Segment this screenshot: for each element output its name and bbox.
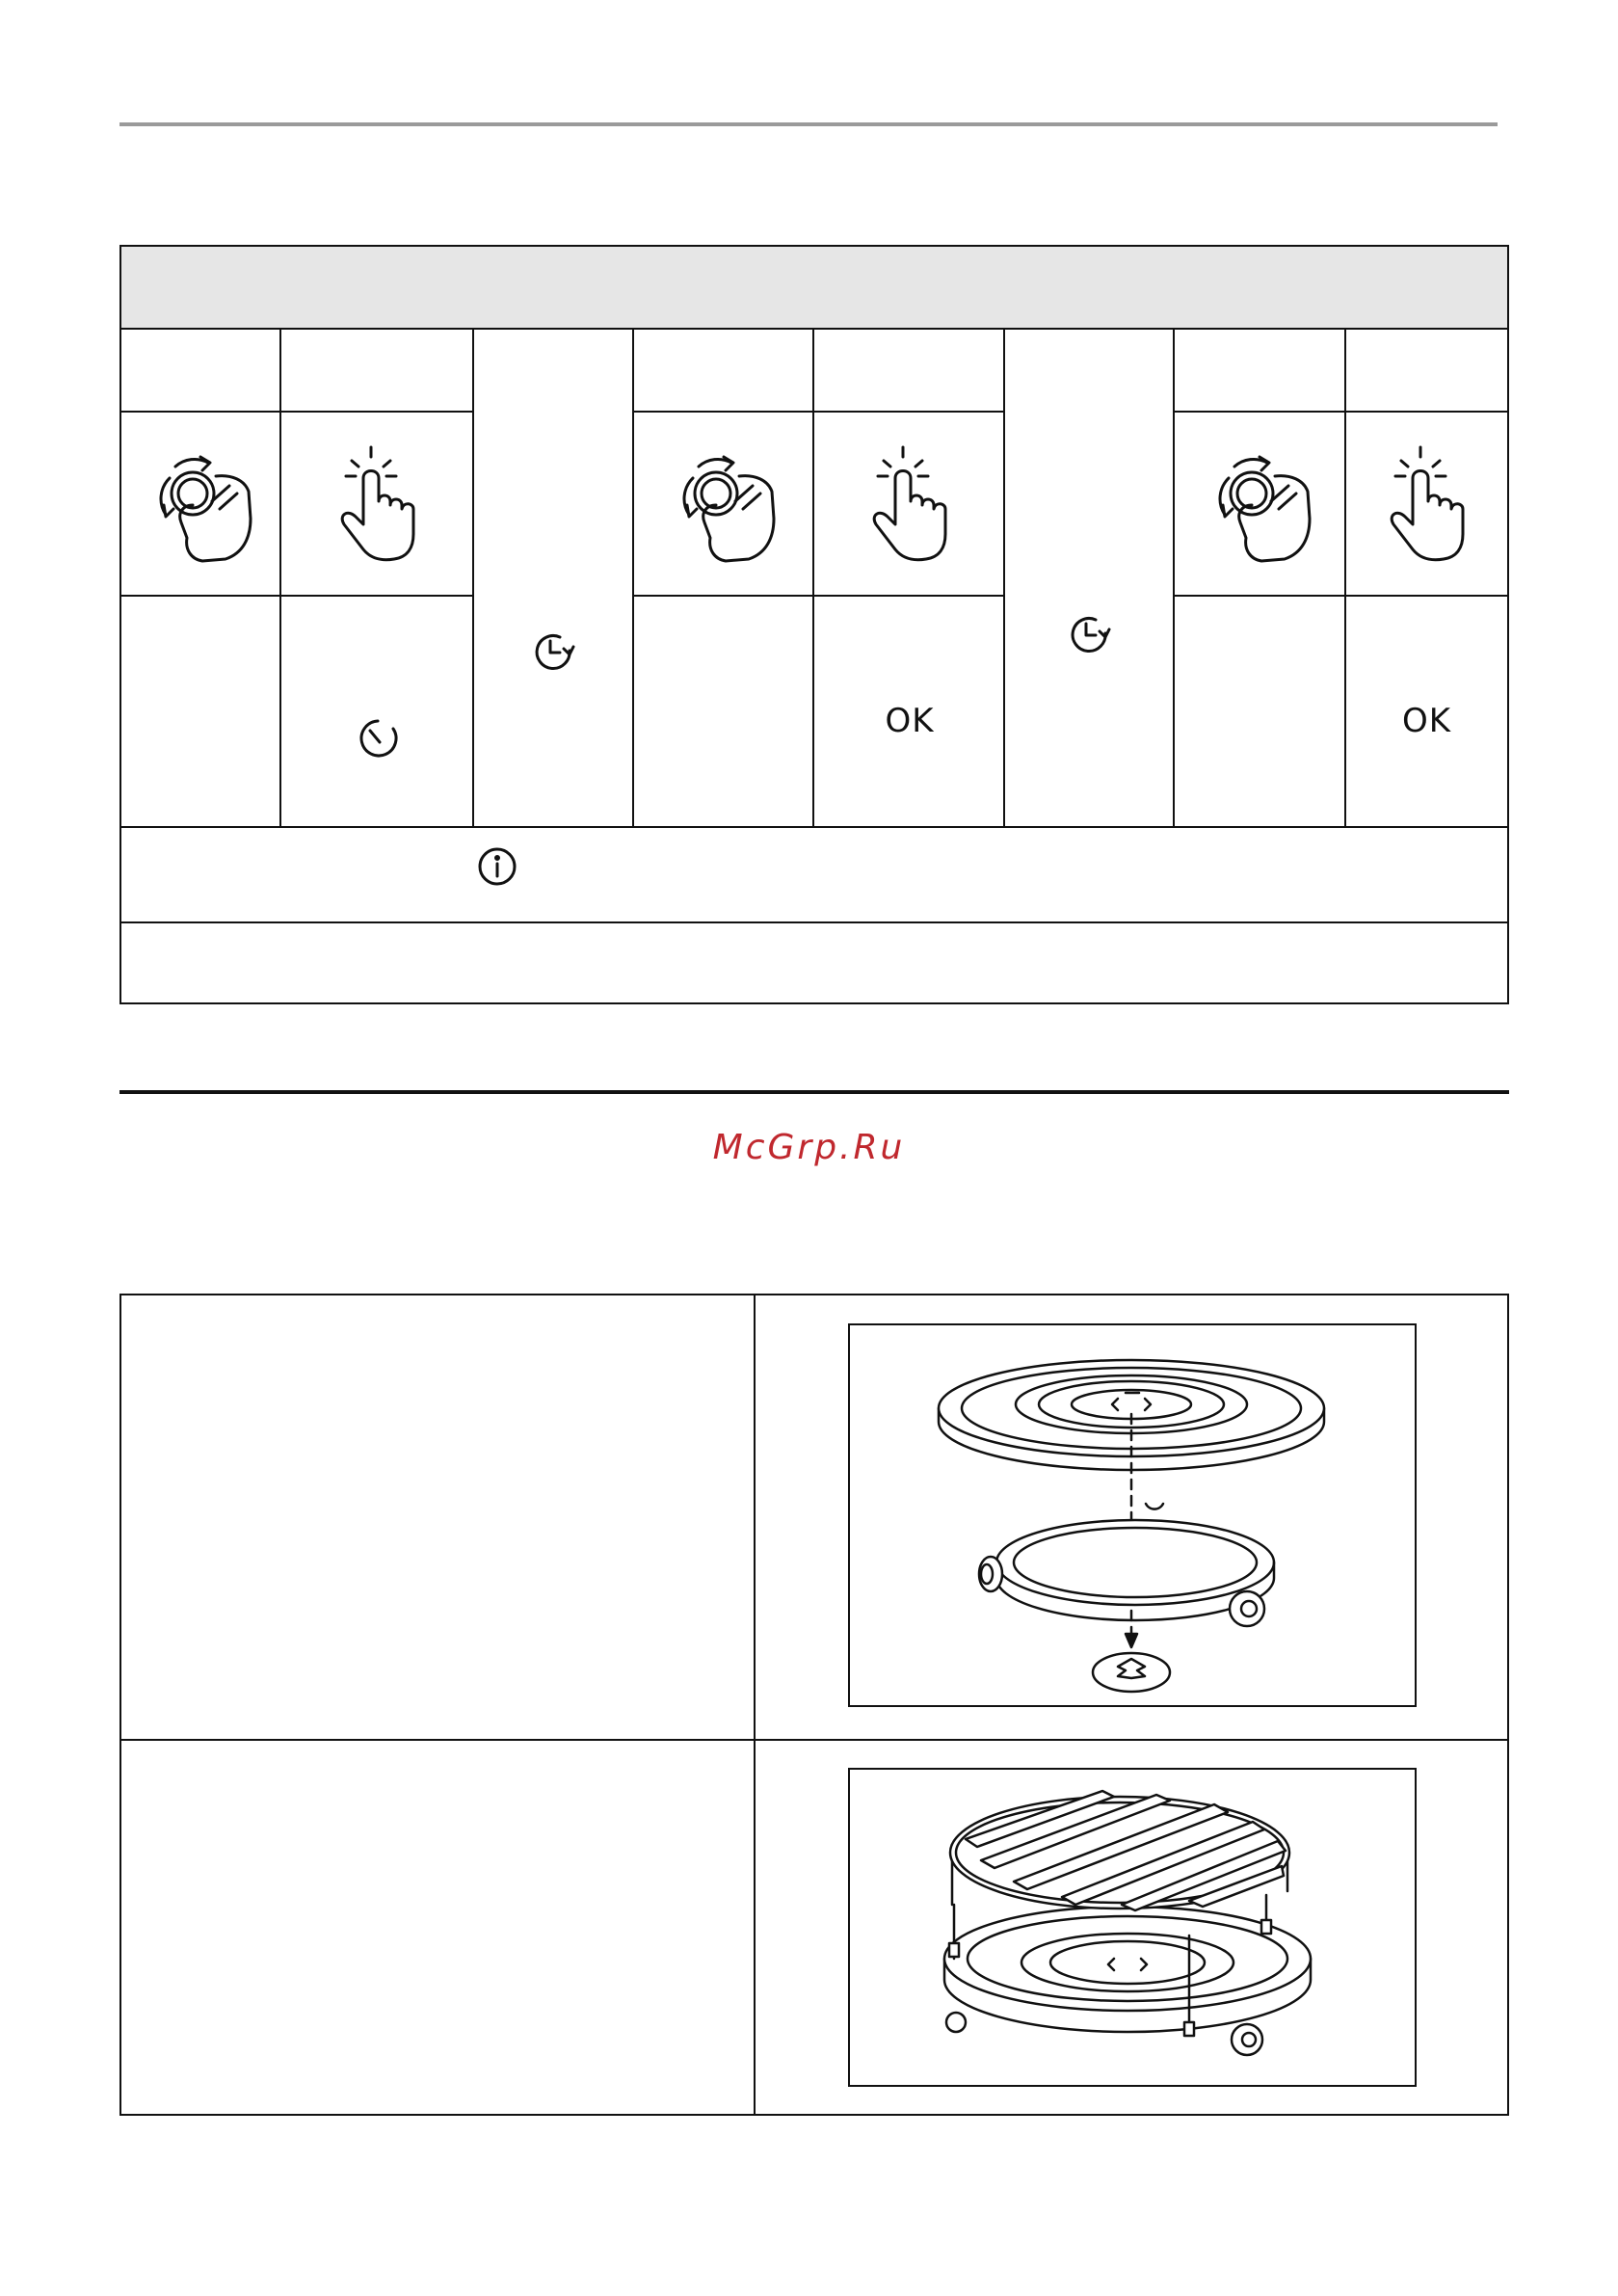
rotate-knob-icon: [121, 413, 281, 595]
grill-rack-on-turntable-illustration: [848, 1768, 1417, 2087]
press-button-icon: [281, 413, 474, 595]
watermark: McGrp.Ru: [712, 1128, 906, 1167]
table-header-row: [121, 247, 1507, 330]
timer-icon: [281, 709, 474, 767]
row-divider: [634, 595, 1005, 597]
accessories-table: [119, 1294, 1509, 2116]
top-rule: [119, 122, 1498, 126]
rotate-knob-icon: [634, 413, 814, 595]
press-button-icon: [814, 413, 1005, 595]
clock-arrow-icon: [1005, 601, 1175, 669]
clock-arrow-icon: [474, 619, 634, 686]
row-divider: [121, 595, 474, 597]
section-rule: [119, 1090, 1509, 1094]
column-divider: [754, 1295, 756, 2114]
press-button-icon: [1346, 413, 1507, 595]
row-divider: [1175, 595, 1507, 597]
row-divider: [121, 1739, 1507, 1741]
turntable-assembly-illustration: [848, 1323, 1417, 1707]
rotate-knob-icon: [1175, 413, 1346, 595]
ok-label: OK: [1401, 702, 1452, 740]
row-divider: [121, 921, 1507, 923]
ok-label: OK: [885, 702, 935, 740]
step-col-3: [474, 330, 634, 826]
row-divider: [121, 826, 1507, 828]
program-table: [119, 245, 1509, 1004]
step-col-6: [1005, 330, 1175, 826]
info-icon: [476, 845, 518, 888]
